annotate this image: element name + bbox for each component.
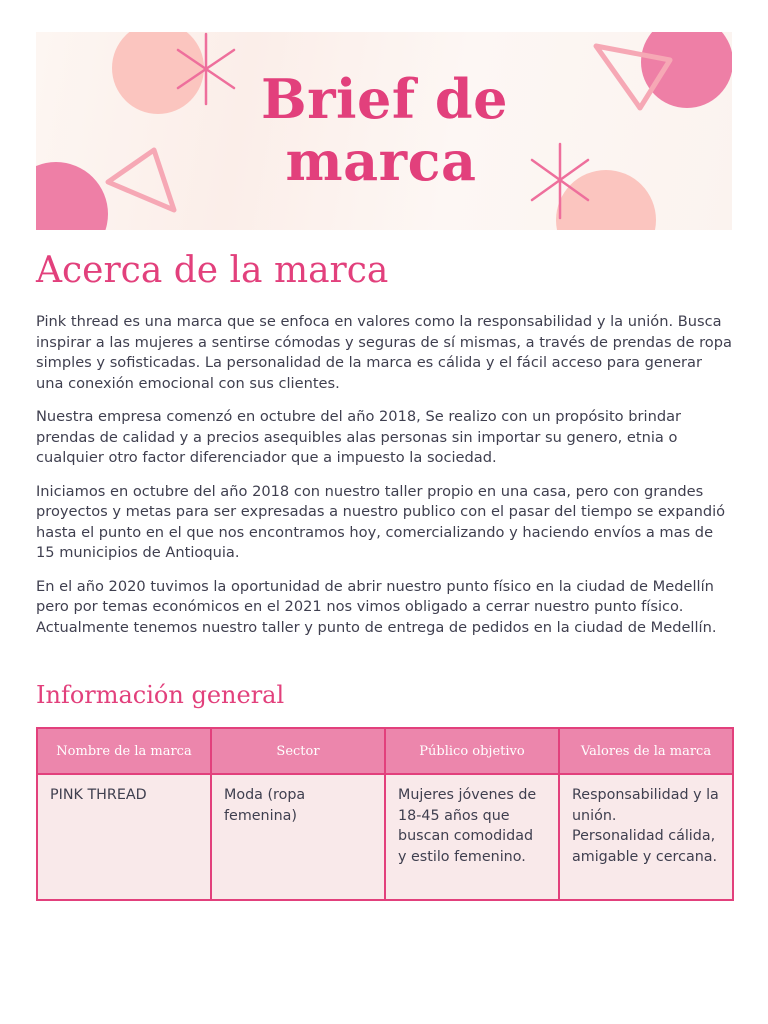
header-banner bbox=[36, 32, 732, 230]
general-info-heading: Información general bbox=[36, 681, 285, 709]
banner-title-line2: marca bbox=[285, 129, 477, 193]
table-header-row bbox=[37, 728, 733, 774]
about-heading: Acerca de la marca bbox=[36, 250, 389, 291]
about-paragraph-1: Pink thread es una marca que se enfoca en valores como la responsabilidad y la unión. Busca inspirar a las mujeres a sentirse cómodas y seguras de sí mismas, a través de prendas de ropa simples y sofisticadas. La personalidad de la marca es cálida y el fácil acceso para generar una conexión emocional con sus clientes. bbox=[36, 313, 732, 392]
header-brand-values: Valores de la marca bbox=[559, 728, 733, 774]
cell-brand-name: PINK THREAD bbox=[37, 774, 211, 900]
table-row bbox=[37, 774, 733, 900]
header-target-audience: Público objetivo bbox=[385, 728, 559, 774]
about-body bbox=[36, 312, 732, 651]
header-sector: Sector bbox=[211, 728, 385, 774]
header-brand-name: Nombre de la marca bbox=[37, 728, 211, 774]
cell-brand-values: Responsabilidad y la unión. Personalidad cálida, amigable y cercana. bbox=[559, 774, 733, 900]
about-paragraph-2: Nuestra empresa comenzó en octubre del año 2018, Se realizo con un propósito brindar prendas de calidad y a precios asequibles alas personas sin importar su genero, etnia o cualquier otro factor diferenciador que a impuesto la sociedad. bbox=[36, 408, 682, 466]
cell-sector: Moda (ropa femenina) bbox=[211, 774, 385, 900]
about-paragraph-3: Iniciamos en octubre del año 2018 con nuestro taller propio en una casa, pero con grandes proyectos y metas para ser expresadas a nuestro publico con el pasar del tiempo se expandió hasta el punto en el que nos encontramos hoy, comercializando y haciendo envíos a mas de 15 municipios de Antioquia. bbox=[36, 482, 726, 561]
banner-title-line1: Brief de bbox=[260, 67, 509, 131]
about-paragraph-4: En el año 2020 tuvimos la oportunidad de abrir nuestro punto físico en la ciudad de Medellín pero por temas económicos en el 2021 nos vimos obligado a cerrar nuestro punto físico. Actualmente tenemos nuestro taller y punto de entrega de pedidos en la ciudad de Medellín. bbox=[36, 577, 717, 636]
cell-target-audience: Mujeres jóvenes de 18-45 años que buscan comodidad y estilo femenino. bbox=[385, 774, 559, 900]
banner-title bbox=[36, 68, 732, 192]
general-info-table bbox=[36, 727, 734, 901]
